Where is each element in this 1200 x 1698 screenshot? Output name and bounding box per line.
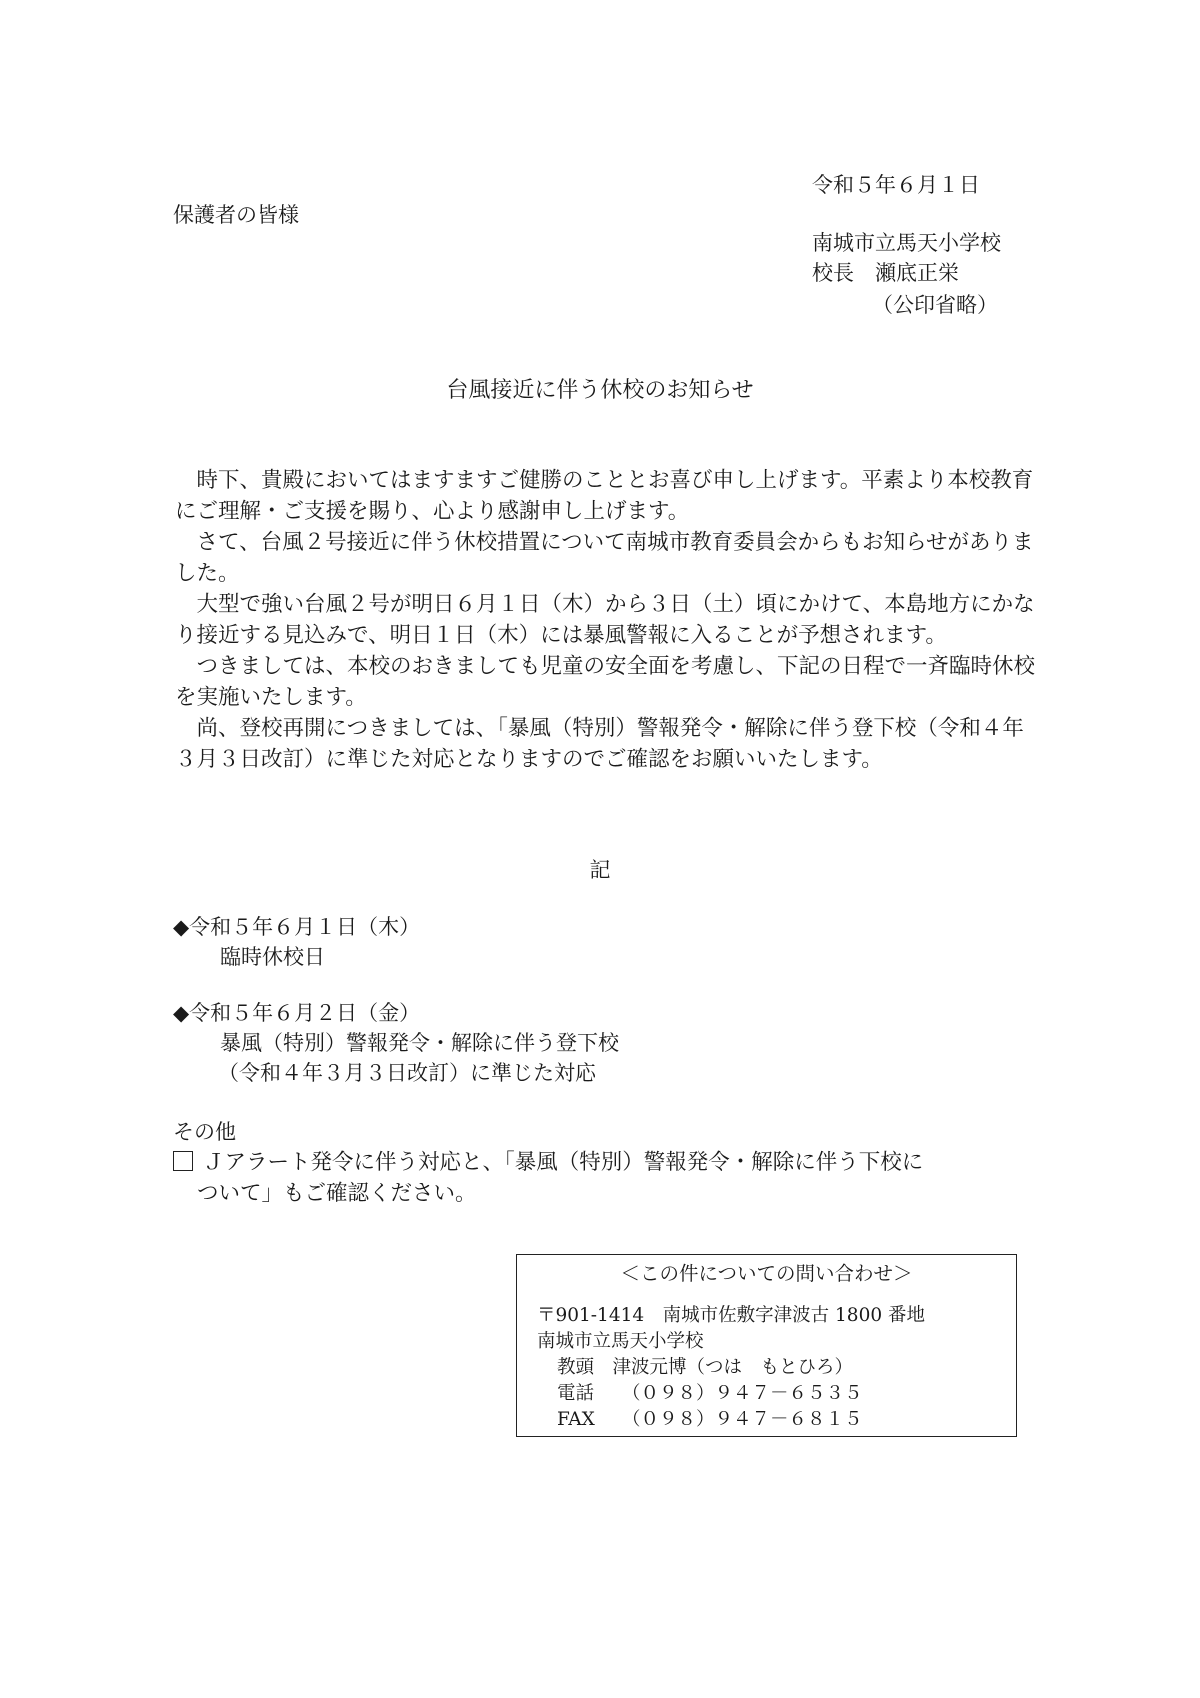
- body-paragraph: 時下、貴殿においてはますますご健勝のこととお喜び申し上げます。平素より本校教育にご理解・ご支援を賜り、心より感謝申し上げます。: [175, 468, 1034, 524]
- other-note-line2: ついて」もご確認ください。: [197, 1181, 477, 1206]
- contact-fax-label: FAX: [557, 1409, 595, 1430]
- ki-marker: 記: [589, 858, 611, 882]
- document-title: 台風接近に伴う休校のお知らせ: [446, 378, 754, 403]
- seal-note: （公印省略）: [872, 293, 998, 317]
- contact-box: [516, 1254, 1017, 1437]
- body-paragraph: 大型で強い台風２号が明日６月１日（木）から３日（土）頃にかけて、本島地方にかなり接近する見込みで、明日１日（木）には暴風警報に入ることが予想されます。: [175, 592, 1035, 648]
- contact-address: 〒901-1414 南城市佐敷字津波古 1800 番地: [537, 1305, 925, 1326]
- contact-title: ＜この件についての問い合わせ＞: [620, 1262, 913, 1285]
- contact-fax: （０９８）９４７－６８１５: [622, 1409, 863, 1430]
- checkbox-icon: [173, 1151, 193, 1171]
- schedule-date-2: ◆令和５年６月２日（金）: [173, 1001, 421, 1025]
- body-paragraph: さて、台風２号接近に伴う休校措置について南城市教育委員会からもお知らせがありました。: [175, 530, 1034, 586]
- schedule-detail-1: 臨時休校日: [220, 945, 325, 969]
- schedule-detail-2: 暴風（特別）警報発令・解除に伴う登下校: [220, 1031, 619, 1055]
- sender-principal: 校長 瀬底正栄: [812, 261, 959, 285]
- issue-date: 令和５年６月１日: [812, 173, 980, 197]
- contact-person: 教頭 津波元博（つは もとひろ）: [557, 1357, 854, 1378]
- other-note-line1: Ｊアラート発令に伴う対応と、「暴風（特別）警報発令・解除に伴う下校に: [203, 1150, 924, 1175]
- addressee: 保護者の皆様: [173, 203, 299, 227]
- body-paragraph: 尚、登校再開につきましては、「暴風（特別）警報発令・解除に伴う登下校（令和４年３月３日改訂）に準じた対応となりますのでご確認をお願いいたします。: [175, 716, 1024, 772]
- other-heading: その他: [173, 1120, 236, 1144]
- schedule-detail-2b: （令和４年３月３日改訂）に準じた対応: [218, 1061, 596, 1085]
- body-paragraph: つきましては、本校のおきましても児童の安全面を考慮し、下記の日程で一斉臨時休校を実施いたします。: [175, 654, 1036, 710]
- contact-phone-label: 電話: [557, 1383, 595, 1404]
- contact-school: 南城市立馬天小学校: [537, 1331, 704, 1352]
- schedule-date-1: ◆令和５年６月１日（木）: [173, 915, 421, 939]
- contact-phone: （０９８）９４７－６５３５: [622, 1383, 863, 1404]
- sender-school: 南城市立馬天小学校: [812, 231, 1001, 255]
- other-note: [173, 1147, 1033, 1209]
- body-text: [175, 465, 1035, 775]
